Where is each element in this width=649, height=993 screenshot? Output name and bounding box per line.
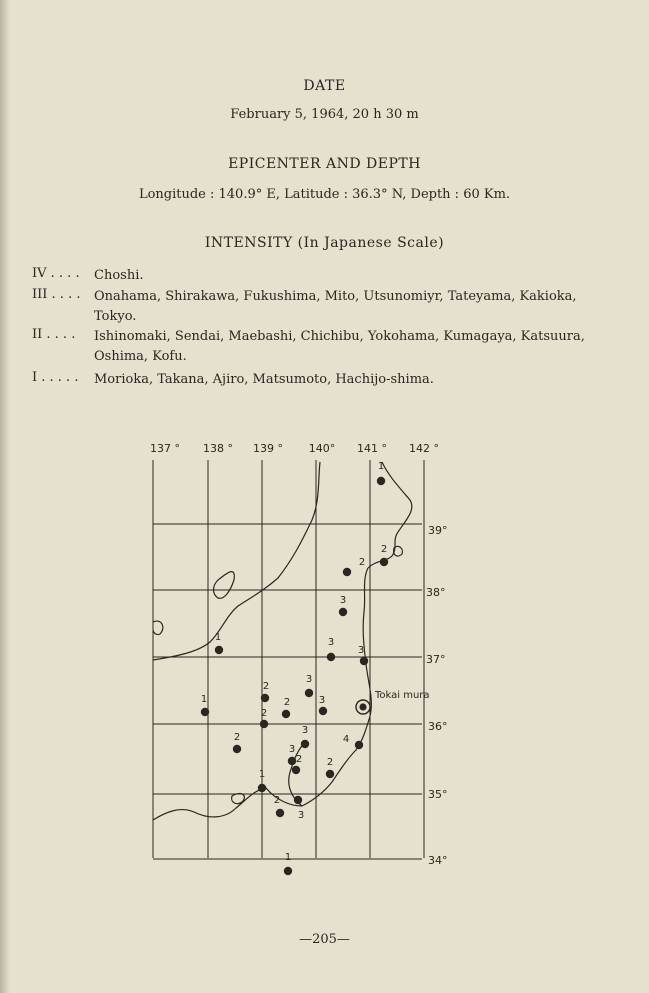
- date-heading: DATE: [303, 78, 346, 94]
- intensity-level: I . . . . .: [32, 370, 79, 385]
- page-number: —205—: [299, 932, 350, 947]
- longitude-label: 140°: [308, 442, 336, 455]
- station-intensity-label: 3: [339, 595, 347, 606]
- intensity-places: Ishinomaki, Sendai, Maebashi, Chichibu, Yokohama, Kumagaya, Katsuura, Oshima, Kofu.: [94, 329, 585, 364]
- station-intensity-label: 3: [318, 695, 326, 706]
- longitude-label: 137 °: [150, 442, 180, 455]
- latitude-label: 35°: [428, 788, 448, 801]
- latitude-label: 34°: [428, 854, 448, 867]
- station-dot: [201, 708, 209, 716]
- intensity-level: II . . . .: [32, 327, 76, 342]
- graticule: [153, 460, 424, 859]
- longitude-label: 139 °: [253, 442, 283, 455]
- station-intensity-label: 1: [258, 769, 266, 780]
- station-intensity-label: 1: [214, 632, 222, 643]
- site-label: Tokai mura: [375, 690, 430, 701]
- station-intensity-label: 3: [357, 645, 365, 656]
- epicenter-dot: [359, 703, 366, 710]
- izu-detail: [232, 794, 245, 804]
- east-coast-path: [302, 462, 412, 806]
- station-dot: [355, 741, 363, 749]
- latitude-label: 38°: [426, 586, 446, 599]
- station-intensity-label: 3: [327, 637, 335, 648]
- station-dot: [319, 707, 327, 715]
- station-dot: [261, 694, 269, 702]
- intensity-level: III . . . .: [32, 287, 81, 302]
- station-intensity-label: 2: [283, 697, 291, 708]
- coastline: [153, 462, 412, 820]
- date-value: February 5, 1964, 20 h 30 m: [230, 107, 419, 122]
- station-intensity-label: 2: [326, 757, 334, 768]
- station-dot: [339, 608, 347, 616]
- station-dot: [327, 653, 335, 661]
- station-dot: [258, 784, 266, 792]
- station-dot: [301, 740, 309, 748]
- station-dot: [215, 646, 223, 654]
- longitude-label: 138 °: [203, 442, 233, 455]
- station-dot: [233, 745, 241, 753]
- station-intensity-label: 2: [260, 708, 268, 719]
- station-intensity-label: 1: [200, 694, 208, 705]
- station-dot: [377, 477, 385, 485]
- station-intensity-label: 2: [273, 795, 281, 806]
- station-dot: [294, 796, 302, 804]
- station-dot: [260, 720, 268, 728]
- station-intensity-label: 2: [380, 544, 388, 555]
- station-dot: [282, 710, 290, 718]
- station-intensity-label: 3: [301, 725, 309, 736]
- intensity-places: Onahama, Shirakawa, Fukushima, Mito, Utsunomiyr, Tateyama, Kakioka, Tokyo.: [94, 289, 577, 324]
- station-dot: [305, 689, 313, 697]
- station-dot: [343, 568, 351, 576]
- station-intensity-label: 3: [288, 744, 296, 755]
- station-intensity-label: 4: [342, 734, 350, 745]
- station-dot: [380, 558, 388, 566]
- sado-island: [214, 572, 235, 599]
- longitude-labels: [150, 442, 439, 455]
- latitude-label: 39°: [428, 524, 448, 537]
- epicenter-heading: EPICENTER AND DEPTH: [228, 156, 421, 172]
- epicenter-marker: [356, 690, 430, 714]
- station-dot: [284, 867, 292, 875]
- station-intensity-label: 1: [377, 461, 385, 472]
- station-dot: [292, 766, 300, 774]
- station-dot: [276, 809, 284, 817]
- west-coast-path: [153, 462, 320, 660]
- oshika-peninsula: [394, 546, 403, 556]
- longitude-label: 141 °: [357, 442, 387, 455]
- station-dot: [360, 657, 368, 665]
- station-intensity-label: 2: [358, 557, 366, 568]
- longitude-label: 142 °: [409, 442, 439, 455]
- station-intensity-label: 1: [284, 852, 292, 863]
- intensity-places: Choshi.: [94, 268, 144, 283]
- station-intensity-label: 3: [297, 810, 305, 821]
- station-dot: [326, 770, 334, 778]
- intensity-places: Morioka, Takana, Ajiro, Matsumoto, Hachijo-shima.: [94, 372, 434, 387]
- station-intensity-label: 2: [295, 754, 303, 765]
- latitude-label: 37°: [426, 653, 446, 666]
- latitude-label: 36°: [428, 720, 448, 733]
- station-intensity-label: 2: [262, 681, 270, 692]
- station-intensity-label: 3: [305, 674, 313, 685]
- intensity-level: IV . . . .: [32, 266, 80, 281]
- epicenter-value: Longitude : 140.9° E, Latitude : 36.3° N, Depth : 60 Km.: [138, 187, 511, 202]
- station-intensity-label: 2: [233, 732, 241, 743]
- noto-peninsula: [153, 621, 163, 634]
- intensity-heading: INTENSITY (In Japanese Scale): [204, 235, 445, 251]
